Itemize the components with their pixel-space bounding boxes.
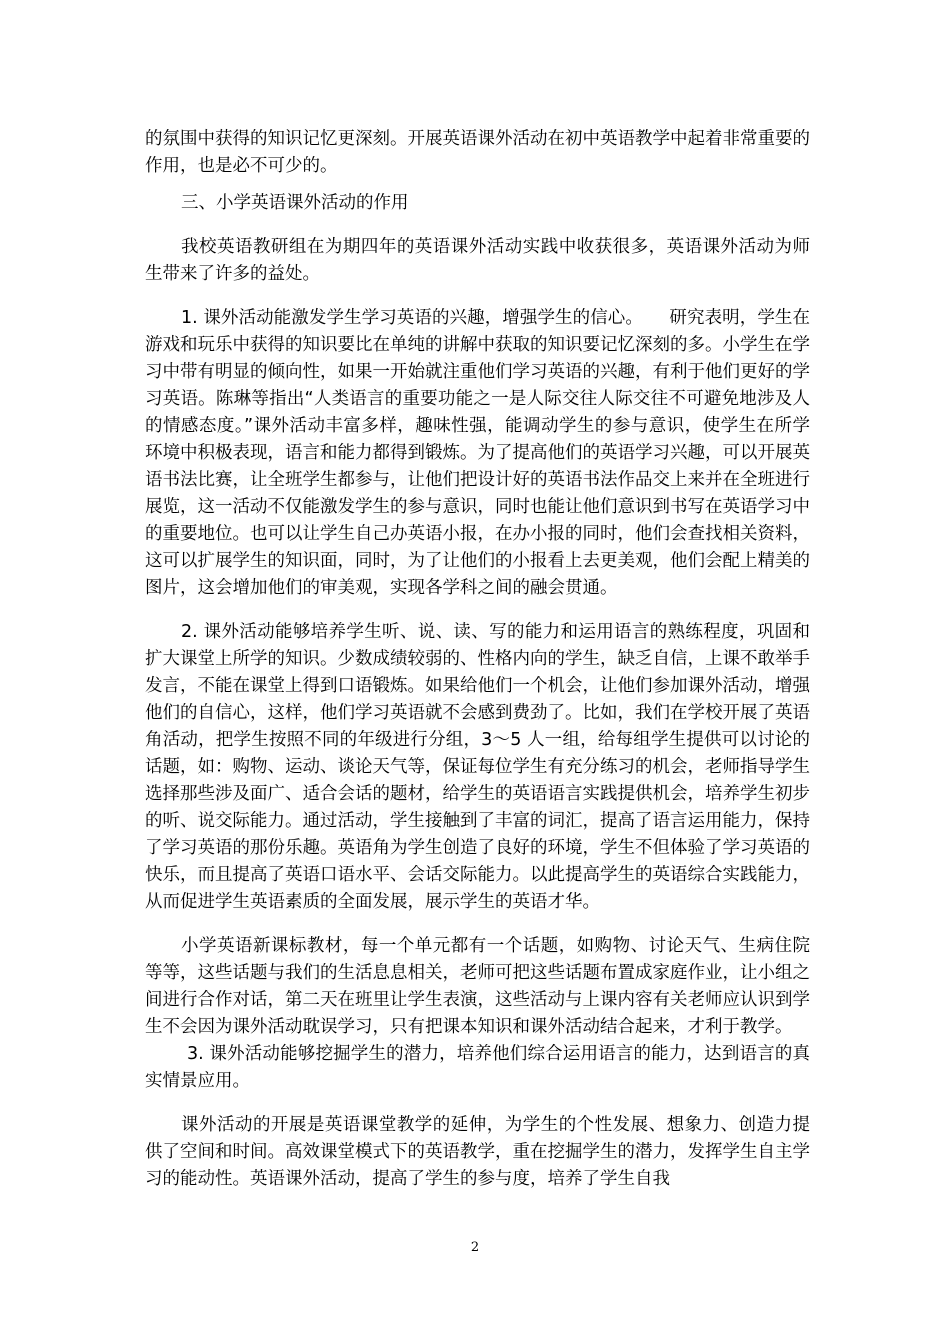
paragraph-point-2: 2. 课外活动能够培养学生听、说、读、写的能力和运用语言的熟练程度，巩固和扩大课堂上所学的知识。少数成绩较弱的、性格内向的学生，缺乏自信，上课不敢举手发言，不能在课堂上得到口语锻炼。如果给他们一个机会，让他们参加课外活动，增强他们的自信心，这样，他们学习英语就不会感到费劲了。比如，我们在学校开展了英语角活动，把学生按照不同的年级进行分组，3～5 人一组，给每组学生提供可以讨论的话题，如：购物、运动、谈论天气等，保证每位学生有充分练习的机会，老师指导学生选择那些涉及面广、适合会话的题材，给学生的英语语言实践提供机会，培养学生初步的听、说交际能力。通过活动，学生接触到了丰富的词汇，提高了语言运用能力，保持了学习英语的那份乐趣。英语角为学生创造了良好的环境，学生不但体验了学习英语的快乐，而且提高了英语口语水平、会话交际能力。以此提高学生的英语综合实践能力，从而促进学生英语素质的全面发展，展示学生的英语才华。: [145, 622, 810, 912]
paragraph-textbook: 小学英语新课标教材，每一个单元都有一个话题，如购物、讨论天气、生病住院等等，这些话题与我们的生活息息相关，老师可把这些话题布置成家庭作业，让小组之间进行合作对话，第二天在班里让学生表演，这些活动与上课内容有关老师应认识到学生不会因为课外活动耽误学习，只有把课本知识和课外活动结合起来，才利于教学。: [145, 936, 810, 1037]
section-heading: 三、小学英语课外活动的作用: [181, 193, 409, 213]
paragraph-extension: 课外活动的开展是英语课堂教学的延伸，为学生的个性发展、想象力、创造力提供了空间和时间。高效课堂模式下的英语教学，重在挖掘学生的潜力，发挥学生自主学习的能动性。英语课外活动，提高了学生的参与度，培养了学生自我: [145, 1115, 810, 1189]
document-body: [145, 126, 810, 1193]
paragraph-point-3: 3. 课外活动能够挖掘学生的潜力，培养他们综合运用语言的能力，达到语言的真实情景应用。: [145, 1044, 810, 1091]
paragraph-point-1: 1. 课外活动能激发学生学习英语的兴趣，增强学生的信心。 研究表明，学生在游戏和玩乐中获得的知识要比在单纯的讲解中获取的知识要记忆深刻的多。小学生在学习中带有明显的倾向性，如果一开始就注重他们学习英语的兴趣，有利于他们更好的学习英语。陈琳等指出“人类语言的重要功能之一是人际交往人际交往不可避免地涉及人的情感态度。”课外活动丰富多样，趣味性强，能调动学生的参与意识，使学生在所学环境中积极表现，语言和能力都得到锻炼。为了提高他们的英语学习兴趣，可以开展英语书法比赛，让全班学生都参与，让他们把设计好的英语书法作品交上来并在全班进行展览，这一活动不仅能激发学生的参与意识，同时也能让他们意识到书写在英语学习中的重要地位。也可以让学生自己办英语小报，在办小报的同时，他们会查找相关资料，这可以扩展学生的知识面，同时，为了让他们的小报看上去更美观，他们会配上精美的图片，这会增加他们的审美观，实现各学科之间的融会贯通。: [145, 308, 810, 598]
page-number: 2: [470, 1240, 480, 1255]
paragraph-continued: 的氛围中获得的知识记忆更深刻。开展英语课外活动在初中英语教学中起着非常重要的作用，也是必不可少的。: [145, 129, 810, 176]
paragraph-intro: 我校英语教研组在为期四年的英语课外活动实践中收获很多，英语课外活动为师生带来了许多的益处。: [145, 237, 810, 284]
